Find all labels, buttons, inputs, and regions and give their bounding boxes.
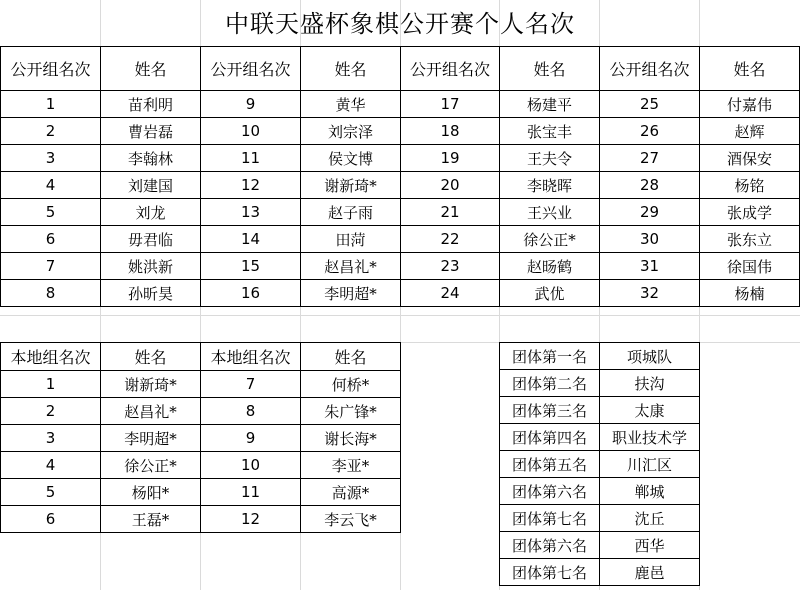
team-name-cell: 太康 — [600, 397, 700, 424]
player-name-cell: 徐国伟 — [700, 253, 800, 280]
player-name-cell: 孙昕昊 — [101, 280, 201, 307]
name-header: 姓名 — [500, 47, 600, 91]
rank-cell: 14 — [201, 226, 301, 253]
table-row — [1, 479, 401, 506]
team-place-cell: 团体第六名 — [500, 478, 600, 505]
rank-cell: 9 — [201, 91, 301, 118]
player-name-cell: 朱广锋* — [301, 398, 401, 425]
player-name-cell: 王磊* — [101, 506, 201, 533]
rank-cell: 7 — [1, 253, 101, 280]
name-header: 姓名 — [301, 47, 401, 91]
rank-cell: 12 — [201, 172, 301, 199]
player-name-cell: 赵昌礼* — [301, 253, 401, 280]
rank-cell: 13 — [201, 199, 301, 226]
player-name-cell: 谢新琦* — [301, 172, 401, 199]
rank-cell: 2 — [1, 398, 101, 425]
player-name-cell: 张成学 — [700, 199, 800, 226]
name-header: 姓名 — [700, 47, 800, 91]
table-row — [1, 371, 401, 398]
player-name-cell: 姚洪新 — [101, 253, 201, 280]
team-place-cell: 团体第四名 — [500, 424, 600, 451]
rank-cell: 12 — [201, 506, 301, 533]
rank-header: 本地组名次 — [1, 343, 101, 371]
player-name-cell: 张东立 — [700, 226, 800, 253]
player-name-cell: 杨阳* — [101, 479, 201, 506]
player-name-cell: 张宝丰 — [500, 118, 600, 145]
rank-header: 公开组名次 — [201, 47, 301, 91]
name-header: 姓名 — [301, 343, 401, 371]
name-header: 姓名 — [101, 343, 201, 371]
rank-cell: 11 — [201, 145, 301, 172]
rank-cell: 17 — [401, 91, 500, 118]
player-name-cell: 谢新琦* — [101, 371, 201, 398]
player-name-cell: 王夫令 — [500, 145, 600, 172]
player-name-cell: 李亚* — [301, 452, 401, 479]
rank-cell: 8 — [1, 280, 101, 307]
rank-cell: 11 — [201, 479, 301, 506]
rank-cell: 15 — [201, 253, 301, 280]
table-row — [1, 452, 401, 479]
table-row — [500, 532, 700, 559]
player-name-cell: 赵辉 — [700, 118, 800, 145]
player-name-cell: 杨楠 — [700, 280, 800, 307]
player-name-cell: 黄华 — [301, 91, 401, 118]
team-place-cell: 团体第二名 — [500, 370, 600, 397]
rank-cell: 23 — [401, 253, 500, 280]
rank-cell: 5 — [1, 199, 101, 226]
player-name-cell: 王兴业 — [500, 199, 600, 226]
rank-cell: 7 — [201, 371, 301, 398]
team-place-cell: 团体第一名 — [500, 343, 600, 370]
team-place-cell: 团体第七名 — [500, 559, 600, 586]
table-row — [1, 145, 800, 172]
rank-header: 公开组名次 — [401, 47, 500, 91]
name-header: 姓名 — [101, 47, 201, 91]
rank-cell: 20 — [401, 172, 500, 199]
team-name-cell: 西华 — [600, 532, 700, 559]
table-row — [1, 253, 800, 280]
open-header-row — [1, 47, 800, 91]
rank-cell: 18 — [401, 118, 500, 145]
player-name-cell: 何桥* — [301, 371, 401, 398]
rank-cell: 2 — [1, 118, 101, 145]
table-row — [1, 172, 800, 199]
player-name-cell: 赵昌礼* — [101, 398, 201, 425]
rank-cell: 10 — [201, 118, 301, 145]
rank-cell: 6 — [1, 226, 101, 253]
rank-cell: 29 — [600, 199, 700, 226]
team-name-cell: 扶沟 — [600, 370, 700, 397]
team-name-cell: 郸城 — [600, 478, 700, 505]
player-name-cell: 李明超* — [101, 425, 201, 452]
team-place-cell: 团体第五名 — [500, 451, 600, 478]
rank-cell: 28 — [600, 172, 700, 199]
rank-cell: 27 — [600, 145, 700, 172]
player-name-cell: 曹岩磊 — [101, 118, 201, 145]
rank-cell: 19 — [401, 145, 500, 172]
table-row — [1, 398, 401, 425]
table-row — [500, 343, 700, 370]
rank-cell: 10 — [201, 452, 301, 479]
table-row — [500, 451, 700, 478]
rank-cell: 32 — [600, 280, 700, 307]
rank-cell: 25 — [600, 91, 700, 118]
rank-cell: 26 — [600, 118, 700, 145]
rank-cell: 24 — [401, 280, 500, 307]
rank-cell: 22 — [401, 226, 500, 253]
team-place-cell: 团体第七名 — [500, 505, 600, 532]
rank-cell: 30 — [600, 226, 700, 253]
table-row — [500, 397, 700, 424]
player-name-cell: 刘宗泽 — [301, 118, 401, 145]
rank-header: 公开组名次 — [600, 47, 700, 91]
player-name-cell: 武优 — [500, 280, 600, 307]
table-row — [1, 226, 800, 253]
rank-cell: 21 — [401, 199, 500, 226]
rank-cell: 3 — [1, 145, 101, 172]
rank-cell: 1 — [1, 371, 101, 398]
table-row — [500, 370, 700, 397]
rank-cell: 16 — [201, 280, 301, 307]
table-row — [500, 478, 700, 505]
player-name-cell: 李晓晖 — [500, 172, 600, 199]
local-rankings-table — [0, 342, 401, 533]
table-row — [500, 424, 700, 451]
rank-cell: 6 — [1, 506, 101, 533]
team-name-cell: 鹿邑 — [600, 559, 700, 586]
rank-cell: 31 — [600, 253, 700, 280]
rank-cell: 4 — [1, 172, 101, 199]
player-name-cell: 杨建平 — [500, 91, 600, 118]
player-name-cell: 谢长海* — [301, 425, 401, 452]
rank-cell: 9 — [201, 425, 301, 452]
player-name-cell: 毋君临 — [101, 226, 201, 253]
table-row — [500, 559, 700, 586]
rank-cell: 5 — [1, 479, 101, 506]
player-name-cell: 田菏 — [301, 226, 401, 253]
local-header-row — [1, 343, 401, 371]
team-name-cell: 沈丘 — [600, 505, 700, 532]
player-name-cell: 付嘉伟 — [700, 91, 800, 118]
rank-header: 公开组名次 — [1, 47, 101, 91]
player-name-cell: 杨铭 — [700, 172, 800, 199]
team-place-cell: 团体第六名 — [500, 532, 600, 559]
team-name-cell: 项城队 — [600, 343, 700, 370]
player-name-cell: 李翰林 — [101, 145, 201, 172]
team-name-cell: 川汇区 — [600, 451, 700, 478]
team-name-cell: 职业技术学 — [600, 424, 700, 451]
player-name-cell: 侯文博 — [301, 145, 401, 172]
table-row — [1, 506, 401, 533]
player-name-cell: 赵子雨 — [301, 199, 401, 226]
rank-cell: 8 — [201, 398, 301, 425]
player-name-cell: 李云飞* — [301, 506, 401, 533]
table-row — [1, 118, 800, 145]
player-name-cell: 高源* — [301, 479, 401, 506]
player-name-cell: 刘龙 — [101, 199, 201, 226]
rank-cell: 1 — [1, 91, 101, 118]
page-title: 中联天盛杯象棋公开赛个人名次 — [225, 10, 575, 38]
rank-cell: 3 — [1, 425, 101, 452]
player-name-cell: 酒保安 — [700, 145, 800, 172]
player-name-cell: 苗利明 — [101, 91, 201, 118]
rank-header: 本地组名次 — [201, 343, 301, 371]
player-name-cell: 李明超* — [301, 280, 401, 307]
rank-cell: 4 — [1, 452, 101, 479]
player-name-cell: 徐公正* — [500, 226, 600, 253]
player-name-cell: 赵旸鹤 — [500, 253, 600, 280]
team-place-cell: 团体第三名 — [500, 397, 600, 424]
team-rankings-table — [499, 342, 700, 586]
open-rankings-table — [0, 46, 800, 307]
player-name-cell: 刘建国 — [101, 172, 201, 199]
table-row — [1, 280, 800, 307]
table-row — [1, 91, 800, 118]
player-name-cell: 徐公正* — [101, 452, 201, 479]
table-row — [1, 425, 401, 452]
table-row — [1, 199, 800, 226]
table-row — [500, 505, 700, 532]
